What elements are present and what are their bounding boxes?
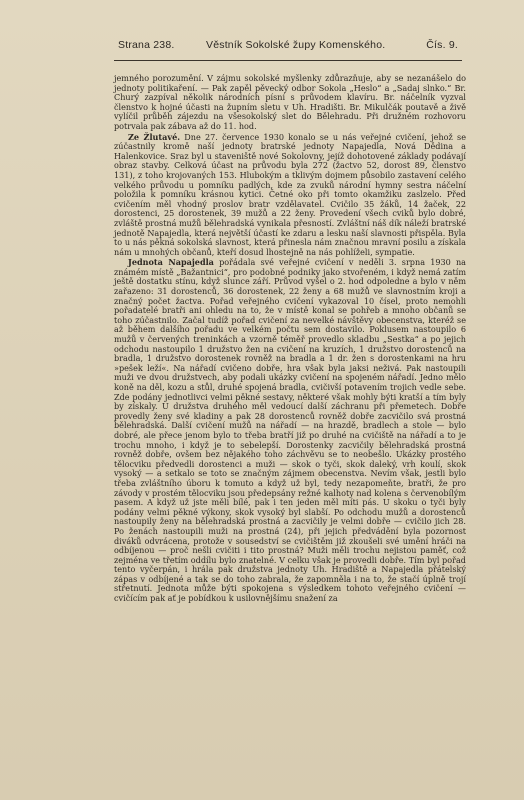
page-number: Strana 238. [118,39,175,51]
issue-number: Čís. 9. [426,39,458,51]
article-body [114,74,466,604]
paragraph-napajedla [114,258,466,603]
paragraph-continuation [114,74,466,132]
paragraph-text: jemného porozumění. V zájmu sokolské myšlenky zdůrazňuje, aby se nezanášelo do jednoty politikaření. — Pak zapěl pěvecký odbor Sokola „Heslo“ a „Sadaj slnko.“ Br. Churý zazpíval několik národních písní s průvodem klavíru. Br. náčelník vyzval členstvo k hojné účasti na župním sletu v Uh. Hradišti. Br. Mikulčák poutavě a živě vylíčil průběh zájezdu na všesokolský slet do Bělehradu. Při družném rozhovoru potrvala pak zábava až do 11. hod. [114,73,466,131]
section-lead-zlutava: Ze Žlutavé. [128,131,181,142]
header-rule [114,60,462,61]
paragraph-text: pořádala své veřejné cvičení v neděli 3. srpna 1930 na známém místě „Bažantnici“, pro podobné podniky jako stvořeném, i když nemá zatím ještě dostatku stínu, když slunce září. Průvod vyšel o 2. hod odpoledne a bylo v něm zařazeno: 31 dorostenců, 36 dorostenek, 22 ženy a 68 mužů ve slavnostním kroji a značný počet žactva. Pořad veřejného cvičení vykazoval 10 čísel, proto nemohli pořadatelé bratři ani ohledu na to, že v místě konal se pohřeb a mnoho občanů se toho zúčastnilo. Začal tudíž pořad cvičení za nevelké návštěvy obecenstva, kteréž se až během dalšího pořadu ve velkém počtu sem dostavilo. Poklusem nastoupilo 6 mužů v červených treninkách a vzorně téměř provedlo skladbu „Sestka“ a po jejich odchodu nastoupilo 1 družstvo žen na cvičení na kruzích, 1 družstvo dorostenců na bradla, 1 družstvo dorostenek rovněž na bradla a 1 dr. žen s dorostenkami na hru »pešek leží«. Na nářadí cvičeno dobře, hra však byla jaksi neživá. Pak nastoupili muži ve dvou družstvech, aby podali ukázky cvičení na spojeném nářadí. Jedno mělo koně na děl, kozu a stůl, druhé spojená bradla, cvičivší potavením trojich vedle sebe. Zde podány jednotlivci velmi pěkné sestavy, některé však mohly býti kratší a tím byly by získaly. U družstva druhého měl vedoucí další záchranu při přemetech. Dobře provedly ženy své kladiny a pak 28 dorostenců rovněž dobře zacvičilo svá prostná bělehradská. Další cvičení mužů na nářadí — na hrazdě, bradlech a stole — bylo dobré, ale přece jenom bylo to třeba bratří již po druhé na cvičiště na nářadí a to je trochu mnoho, i když je to sebelepší. Dorostenky zacvičily bělehradská prostná rovněž dobře, ovšem bez nějakého toho záchvěvu se to neobešlo. Ukázky prostého tělocviku předvedli dorostenci a muži — skok o tyči, skok daleký, vrh koulí, skok vysoký — a setkalo se toto se značným zájmem obecenstva. Nevím však, jestli bylo třeba zvláštního úboru k tomuto a když už byl, tedy nezapomeňte, bratři, že pro závody v prostém tělocviku jsou předepsány režné kalhoty nad kolena s červenobílým pasem. A když už jste měli bílé, pak i ten jeden měl míti pás. U skoku o tyči byly podány velmi pěkné výkony, skok vysoký byl slabší. Po odchodu mužů a dorostenců nastoupily ženy na bělehradská prostná a zacvičily je velmi dobře — cvičilo jich 28. Po ženách nastoupili muži na prostná (24), při jejich předvádění byla pozornost diváků odvrácena, protože v sousedství se cvičištěm již zkoušeli své umění hráči na odbíjenou — proč nešli cvičiti i tito prostná? Muži měli trochu nejistou paměť, což zejména ve třetím oddílu bylo znatelné. V celku však je provedli dobře. Tím byl pořad tento vyčerpán, i hrála pak družstva jednoty Uh. Hradiště a Napajedla přátelský zápas v odbíjené a tak se do toho zabrala, že zapomněla i na to, že stačí úplně trojí střetnutí. Jednota může býti spokojena s výsledkem tohoto veřejného cvičení — cvičícím pak ať je pobídkou k usilovnějšímu snažení za [114,257,467,604]
paragraph-text: Dne 27. července 1930 konalo se u nás veřejné cvičení, jehož se zúčastnily kromě naší jednoty bratrské jednoty Napajedla, Nová Dědina a Halenkovice. Sraz byl u staveniště nové Sokolovny, jejíž dohotovené základy podávají obraz stavby. Celková účast na průvodu byla 272 (žactvo 52, dorost 89, členstvo 131), z toho krojovaných 153. Hlubokým a tklivým dojmem působilo zastavení celého velkého průvodu u pomníku padlých, kde za zvuků národní hymny sestra náčelní položila k pomníku krásnou kytici. Četné oko při tomto okamžiku zaslzelo. Před cvičením měl vhodný proslov bratr vzdělavatel. Cvičilo 35 žáků, 14 žaček, 22 dorostenci, 25 dorostenek, 39 mužů a 22 ženy. Provedení všech cviků bylo dobré, zvláště prostná mužů bělehradská vynikala přesností. Zvláštní náš dík náleží bratrské jednotě Napajedla, která největší účastí ke zdaru a lesku naší slavnosti přispěla. Byla to u nás pěkná sokolská slavnost, která přinesla nám značnou mravní posilu a získala nám u mnohých občanů, kteří dosud lhostejně na nás pohlíželi, sympatie. [114,131,466,257]
section-lead-napajedla: Jednota Napajedla [128,257,214,268]
journal-title: Věstník Sokolské župy Komenského. [206,39,386,51]
page-header [118,39,458,55]
paragraph-zlutava [114,133,466,258]
